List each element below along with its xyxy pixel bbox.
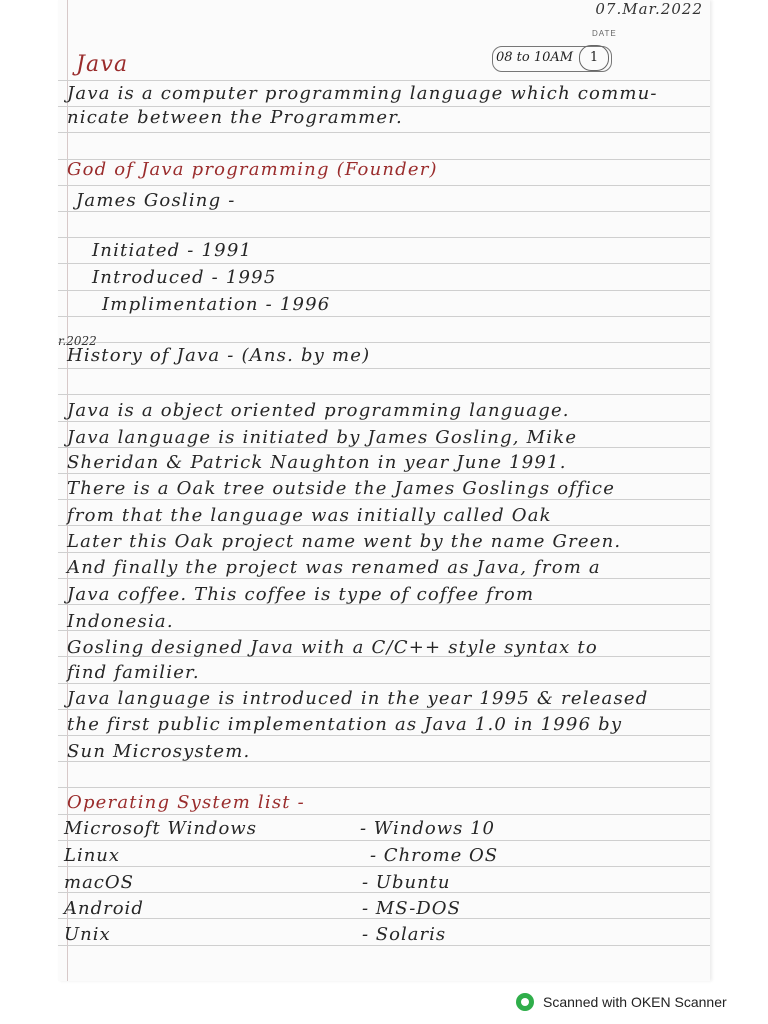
ruled-line (58, 394, 710, 395)
history-line: Java language is introduced in the year 1995 & released (67, 688, 649, 709)
scanner-text: Scanned with OKEN Scanner (543, 994, 727, 1010)
history-line: There is a Oak tree outside the James Goslings office (67, 478, 616, 499)
notebook-page (58, 0, 710, 981)
page-number: 1 (579, 45, 609, 71)
milestone-introduced: Introduced - 1995 (92, 267, 277, 288)
os-left-item: Android (64, 898, 144, 919)
scanner-logo-icon (516, 993, 534, 1011)
history-line: And finally the project was renamed as Java, from a (67, 557, 601, 578)
history-line: Java is a object oriented programming language. (67, 400, 570, 421)
ruled-line (58, 316, 710, 317)
ruled-line (58, 290, 710, 291)
founder-heading: God of Java programming (Founder) (67, 159, 438, 180)
side-date: r.2022 (58, 334, 97, 348)
os-right-item: - Ubuntu (362, 872, 451, 893)
history-line: Sheridan & Patrick Naughton in year June 1991. (67, 452, 567, 473)
os-right-item: - Windows 10 (360, 818, 495, 839)
ruled-line (58, 421, 710, 422)
time-range: 08 to 10AM (496, 50, 574, 65)
history-heading: History of Java - (Ans. by me) (67, 345, 371, 366)
ruled-line (58, 683, 710, 684)
ruled-line (58, 578, 710, 579)
os-left-item: Linux (64, 845, 121, 866)
milestone-implementation: Implimentation - 1996 (102, 294, 331, 315)
ruled-line (58, 132, 710, 133)
milestone-initiated: Initiated - 1991 (92, 240, 253, 261)
ruled-line (58, 945, 710, 946)
history-line: Later this Oak project name went by the name Green. (67, 531, 622, 552)
history-line: the first public implementation as Java 1.0 in 1996 by (67, 714, 623, 735)
ruled-line (58, 552, 710, 553)
history-line: Indonesia. (67, 611, 174, 632)
ruled-line (58, 866, 710, 867)
os-left-item: Unix (64, 924, 111, 945)
ruled-line (58, 263, 710, 264)
history-line: find familier. (67, 662, 200, 683)
ruled-line (58, 840, 710, 841)
page-date: 07.Mar.2022 (595, 0, 703, 18)
os-right-item: - Chrome OS (370, 845, 499, 866)
ruled-line (58, 368, 710, 369)
ruled-line (58, 473, 710, 474)
date-label: DATE (592, 29, 617, 38)
ruled-line (58, 80, 710, 81)
page-title: Java (76, 52, 129, 77)
history-line: Gosling designed Java with a C/C++ style syntax to (67, 637, 598, 658)
history-line: Java language is initiated by James Gosling, Mike (67, 427, 578, 448)
ruled-line (58, 342, 710, 343)
ruled-line (58, 499, 710, 500)
ruled-line (58, 211, 710, 212)
ruled-line (58, 185, 710, 186)
ruled-line (58, 787, 710, 788)
definition-line: nicate between the Programmer. (67, 107, 403, 128)
ruled-line (58, 237, 710, 238)
history-line: Java coffee. This coffee is type of coffee from (67, 584, 535, 605)
os-right-item: - Solaris (362, 924, 447, 945)
os-left-item: Microsoft Windows (64, 818, 257, 839)
ruled-line (58, 709, 710, 710)
os-right-item: - MS-DOS (362, 898, 461, 919)
definition-line: Java is a computer programming language which commu- (67, 83, 658, 104)
ruled-line (58, 814, 710, 815)
ruled-line (58, 735, 710, 736)
founder-name: James Gosling - (76, 190, 236, 211)
history-line: Sun Microsystem. (67, 741, 251, 762)
history-line: from that the language was initially called Oak (67, 505, 552, 526)
os-left-item: macOS (64, 872, 134, 893)
os-heading: Operating System list - (67, 792, 305, 813)
scanner-watermark (516, 990, 727, 1014)
